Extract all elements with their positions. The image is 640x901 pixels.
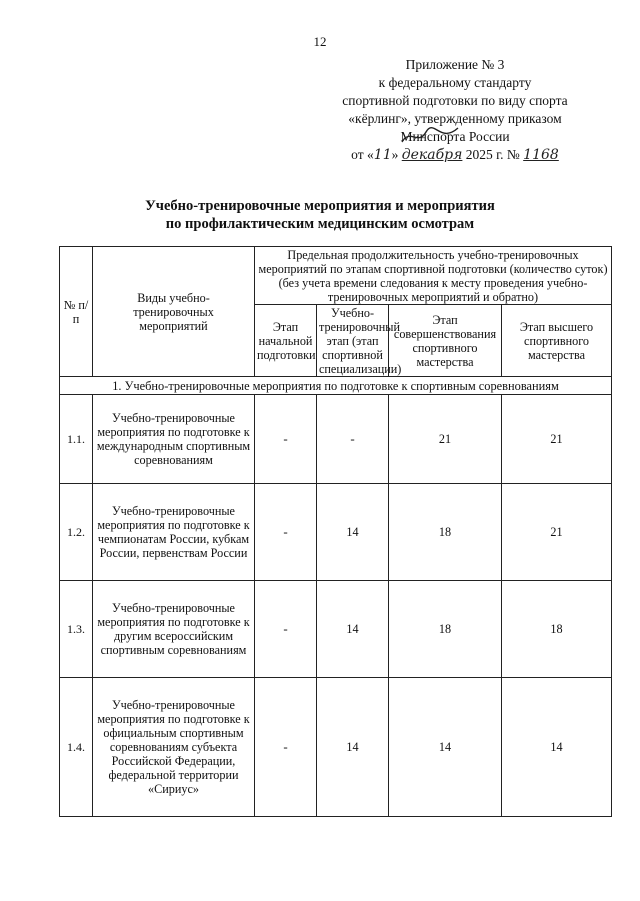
appendix-line-4: «кёрлинг», утвержденному приказом <box>348 111 562 126</box>
document-title <box>0 197 640 233</box>
order-date-line <box>330 146 580 164</box>
table-row <box>60 484 612 581</box>
date-year: 2025 г. № <box>462 147 524 162</box>
section-heading: 1. Учебно-тренировочные мероприятия по подготовке к спортивным соревнованиям <box>60 377 612 395</box>
row-number: 1.3. <box>60 581 93 678</box>
row-value-improvement: 21 <box>389 395 502 484</box>
row-value-higher: 18 <box>502 581 612 678</box>
header-num: № п/п <box>60 247 93 377</box>
row-value-training: - <box>317 395 389 484</box>
header-type: Виды учебно-тренировочных мероприятий <box>93 247 255 377</box>
table-row <box>60 678 612 817</box>
row-name: Учебно-тренировочные мероприятия по подготовке к международным спортивным соревнованиям <box>93 395 255 484</box>
date-mid: » <box>391 147 402 162</box>
row-name: Учебно-тренировочные мероприятия по подготовке к другим всероссийским спортивным соревнованиям <box>93 581 255 678</box>
table-row <box>60 395 612 484</box>
header-stage-initial: Этап начальной подготовки <box>255 305 317 377</box>
ministry-name: Минспорта России <box>400 129 510 144</box>
title-line-1: Учебно-тренировочные мероприятия и мероприятия <box>145 198 495 214</box>
row-number: 1.2. <box>60 484 93 581</box>
header-duration-group: Предельная продолжительность учебно-тренировочных мероприятий по этапам спортивной подготовки (количество суток) (без учета времени следования к месту проведения учебно-тренировочных мероприятий и обратно) <box>255 247 612 305</box>
date-month: декабря <box>401 147 463 163</box>
row-value-improvement: 18 <box>389 484 502 581</box>
table-row <box>60 581 612 678</box>
header-stage-training: Учебно-тренировочный этап (этап спортивной специализации) <box>317 305 389 377</box>
appendix-header <box>330 56 580 164</box>
appendix-line-5 <box>330 128 580 146</box>
header-stage-improvement: Этап совершенствования спортивного мастерства <box>389 305 502 377</box>
title-line-2: по профилактическим медицинским осмотрам <box>165 216 475 232</box>
appendix-line-3: спортивной подготовки по виду спорта <box>342 93 568 108</box>
row-value-initial: - <box>255 581 317 678</box>
row-value-training: 14 <box>317 678 389 817</box>
appendix-line-2: к федеральному стандарту <box>378 75 532 90</box>
row-value-improvement: 18 <box>389 581 502 678</box>
page-number: 12 <box>313 34 327 49</box>
activities-table <box>59 246 612 817</box>
row-value-improvement: 14 <box>389 678 502 817</box>
row-value-higher: 21 <box>502 484 612 581</box>
date-prefix: от « <box>351 147 374 162</box>
row-value-training: 14 <box>317 484 389 581</box>
row-number: 1.4. <box>60 678 93 817</box>
row-value-higher: 21 <box>502 395 612 484</box>
appendix-line-1: Приложение № 3 <box>405 57 505 72</box>
row-value-higher: 14 <box>502 678 612 817</box>
row-name: Учебно-тренировочные мероприятия по подготовке к официальным спортивным соревнованиям субъекта Российской Федерации, федеральной территории «Сириус» <box>93 678 255 817</box>
header-stage-higher: Этап высшего спортивного мастерства <box>502 305 612 377</box>
row-value-initial: - <box>255 678 317 817</box>
row-value-initial: - <box>255 484 317 581</box>
row-name: Учебно-тренировочные мероприятия по подготовке к чемпионатам России, кубкам России, первенствам России <box>93 484 255 581</box>
date-day: 11 <box>373 147 392 163</box>
row-value-initial: - <box>255 395 317 484</box>
signature-scribble <box>400 124 460 148</box>
row-value-training: 14 <box>317 581 389 678</box>
row-number: 1.1. <box>60 395 93 484</box>
order-number: 1168 <box>523 147 559 163</box>
